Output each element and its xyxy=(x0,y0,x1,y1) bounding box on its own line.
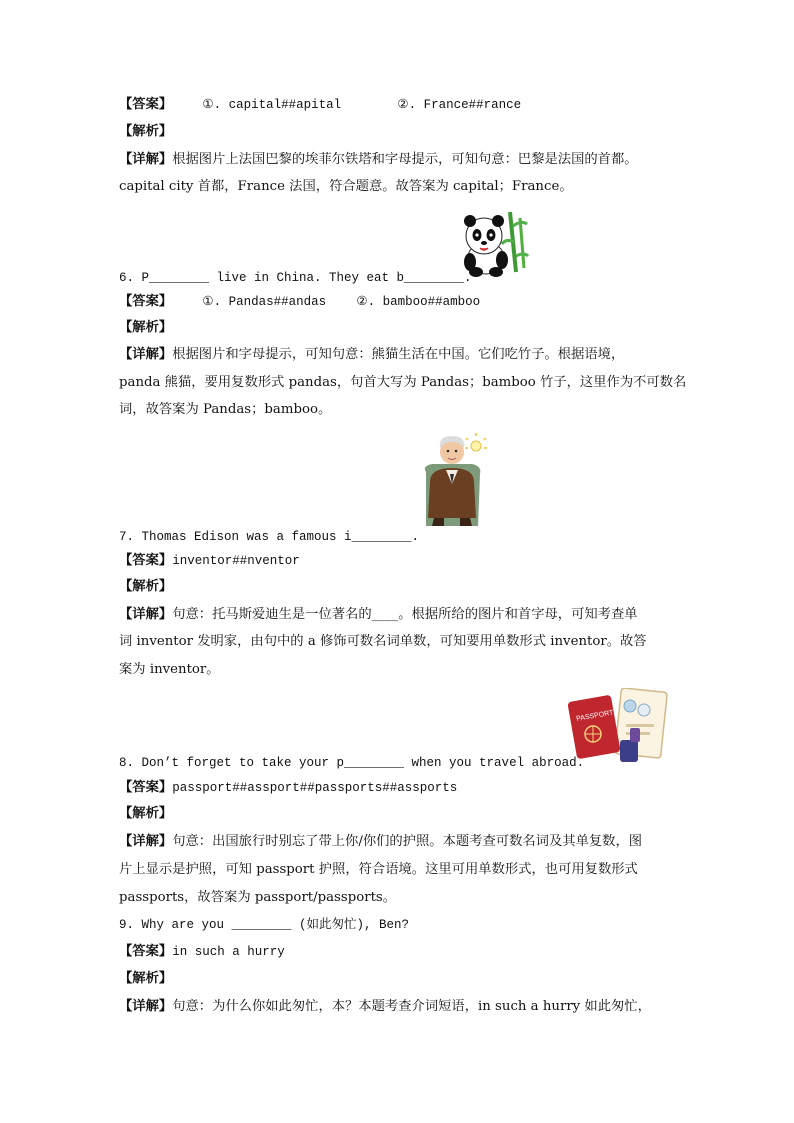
answer-line-9 xyxy=(119,942,285,962)
detail-line-8a xyxy=(119,832,642,852)
detail-line-6a xyxy=(119,345,624,365)
passport-label: PASSPORT xyxy=(575,709,614,723)
analysis-tag-8: 【解析】 xyxy=(119,806,173,821)
detail-line-7c: 案为 inventor。 xyxy=(119,662,220,677)
answer-1: ①. Pandas##andas xyxy=(202,295,327,309)
analysis-tag-7: 【解析】 xyxy=(119,579,173,594)
answer-tag: 【答案】 xyxy=(119,97,173,112)
detail-tag: 【详解】 xyxy=(119,834,173,849)
detail-line-7b: 词 inventor 发明家，由句中的 a 修饰可数名词单数，可知要用单数形式 inventor。故答 xyxy=(119,634,647,649)
detail-tag: 【详解】 xyxy=(119,607,173,622)
edison-inventor-image xyxy=(412,432,490,532)
answer-text: inventor##nventor xyxy=(172,554,300,568)
question-6: 6. P________ live in China. They eat b________. xyxy=(119,271,472,285)
detail-line-5a xyxy=(119,150,638,170)
detail-line-9a xyxy=(119,997,651,1017)
analysis-tag-9: 【解析】 xyxy=(119,971,173,986)
detail-text: 句意：出国旅行时别忘了带上你/你们的护照。本题考查可数名词及其单复数，图 xyxy=(172,834,643,849)
detail-line-7a xyxy=(119,605,638,625)
answer-tag: 【答案】 xyxy=(119,294,173,309)
question-9: 9. Why are you ________ (如此匆忙), Ben? xyxy=(119,918,410,932)
answer-2: ②. bamboo##amboo xyxy=(356,295,481,309)
question-8: 8. Don’t forget to take your p________ when you travel abroad. xyxy=(119,756,585,770)
answer-line-8 xyxy=(119,778,457,798)
detail-line-6b: panda 熊猫，要用复数形式 pandas，句首大写为 Pandas；bamboo 竹子，这里作为不可数名 xyxy=(119,375,687,390)
answer-line-5 xyxy=(119,95,521,115)
detail-line-8c: passports，故答案为 passport/passports。 xyxy=(119,890,397,905)
detail-text: 根据图片上法国巴黎的埃菲尔铁塔和字母提示，可知句意：巴黎是法国的首都。 xyxy=(172,152,638,167)
answer-1: ①. capital##apital xyxy=(202,98,342,112)
question-7: 7. Thomas Edison was a famous i________. xyxy=(119,530,420,544)
analysis-tag-6: 【解析】 xyxy=(119,320,173,335)
answer-line-7 xyxy=(119,551,300,571)
answer-2: ②. France##rance xyxy=(397,98,522,112)
detail-tag: 【详解】 xyxy=(119,152,173,167)
detail-tag: 【详解】 xyxy=(119,999,173,1014)
answer-tag: 【答案】 xyxy=(119,944,173,959)
detail-tag: 【详解】 xyxy=(119,347,173,362)
analysis-tag-5: 【解析】 xyxy=(119,124,173,139)
answer-text: passport##assport##passports##assports xyxy=(172,781,458,795)
detail-text: 句意：为什么你如此匆忙，本？本题考查介词短语，in such a hurry 如此匆忙， xyxy=(172,999,651,1014)
detail-text: 句意：托马斯爱迪生是一位著名的____。根据所给的图片和首字母，可知考查单 xyxy=(172,607,638,622)
answer-line-6 xyxy=(119,292,480,312)
answer-tag: 【答案】 xyxy=(119,553,173,568)
detail-line-8b: 片上显示是护照，可知 passport 护照，符合语境。这里可用单数形式，也可用复数形式 xyxy=(119,862,638,877)
answer-text: in such a hurry xyxy=(172,945,285,959)
detail-text: 根据图片和字母提示，可知句意：熊猫生活在中国。它们吃竹子。根据语境， xyxy=(172,347,625,362)
detail-line-5b: capital city 首都，France 法国，符合题意。故答案为 capital；France。 xyxy=(119,179,573,194)
answer-tag: 【答案】 xyxy=(119,780,173,795)
detail-line-6c: 词，故答案为 Pandas；bamboo。 xyxy=(119,402,332,417)
